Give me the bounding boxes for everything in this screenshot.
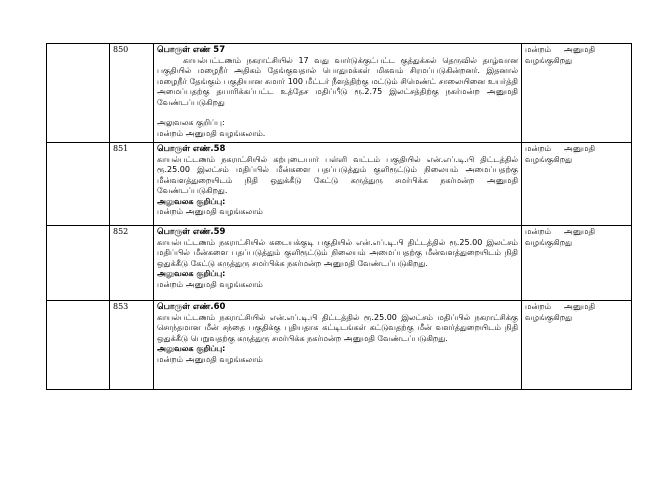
resolution-number: 853 [110, 301, 154, 390]
subject-paragraph: காயல்பட்டணம் நகராட்சியில் என்.எப்.டி.பி திட்டத்தில் ரூ.25.00 இலட்சம் மதிப்பில் நகராட்சிக்கு சொந்தமான மீன் சந்தை பகுதிக்கு புதியதாக கட்டிடங்கள் கட்டுவதற்கு மீன் வளர்த்துறையிடம் நிதி ஒதுக்கீடு பெறுவதற்கு கருத்துரு சமர்பிக்க நகர்மன்ற அனுமதி வேண்டப்படுகிறது. [157, 312, 518, 343]
office-note-text: மன்றம் அனுமதி வழங்கலாம். [157, 128, 266, 138]
blank-cell [47, 301, 110, 390]
resolution-word: வழங்குகிறது [525, 312, 573, 322]
subject-cell [154, 143, 522, 226]
blank-cell [47, 44, 110, 143]
office-note-label: அலுவலக குறிப்பு: [157, 196, 226, 206]
resolution-word: மன்றம் [525, 144, 552, 153]
office-note-text: மன்றம் அனுமதி வழங்கலாம் [157, 354, 263, 364]
resolution-word: மன்றம் [525, 45, 552, 54]
council-minutes-table [46, 43, 632, 390]
blank-cell [47, 143, 110, 226]
subject-heading: பொருள் எண்.59 [157, 227, 226, 237]
resolution-cell [522, 143, 632, 226]
table-row [47, 226, 632, 301]
subject-heading: பொருள் எண் 57 [157, 45, 226, 55]
office-note-label: அலுவலக குறிப்பு: [157, 118, 225, 127]
resolution-word: அனுமதி [563, 302, 595, 311]
resolution-word: மன்றம் [525, 227, 552, 236]
resolution-word: அனுமதி [563, 45, 595, 54]
blank-cell [47, 226, 110, 301]
resolution-word: மன்றம் [525, 302, 552, 311]
office-note-label: அலுவலக குறிப்பு: [157, 269, 226, 278]
resolution-cell [522, 44, 632, 143]
office-note-text: மன்றம் அனுமதி வழங்கலாம் [157, 207, 263, 216]
table-row [47, 44, 632, 143]
subject-paragraph: காயல்பட்டணம் நகராட்சியில் கடையக்குடி பகுதியில் என்.எப்.டி.பி திட்டத்தில் ரூ.25.00 இலட்சம் மதிப்பில் மீன்களை பதப்படுத்தும் குளிரூட்டும் நிலையம் அமைப்பதற்கு மீன்வளத்துறையிடம் நிதி ஒதுக்கீடு கேட்டு கருத்துரு சமர்பிக்க நகர்மன்ற அனுமதி வேண்டப்படுகிறது. [157, 237, 518, 268]
subject-cell [154, 301, 522, 390]
resolution-word: அனுமதி [563, 227, 595, 236]
subject-cell [154, 44, 522, 143]
office-note-text: மன்றம் அனுமதி வழங்கலாம் [157, 279, 263, 289]
resolution-word: வழங்குகிறது [525, 237, 573, 247]
table-row [47, 143, 632, 226]
subject-cell [154, 226, 522, 301]
office-note-label: அலுவலக குறிப்பு: [157, 344, 226, 353]
resolution-cell [522, 301, 632, 390]
resolution-cell [522, 226, 632, 301]
subject-heading: பொருள் எண்.60 [157, 302, 226, 312]
resolution-number: 850 [110, 44, 154, 143]
resolution-word: வழங்குகிறது [525, 55, 573, 65]
resolution-word: அனுமதி [563, 144, 595, 153]
subject-heading: பொருள் எண்.58 [157, 144, 226, 154]
table-row [47, 301, 632, 390]
resolution-number: 851 [110, 143, 154, 226]
subject-paragraph: காயல்பட்டணம் நகராட்சியில் 17 வது வார்டுக்குட்பட்ட குத்துக்கல் தெருவில் தாழ்வான பகுதியில் மழைநீர் அதிகம் தேங்குவதால் பொதுமக்கள் மிகவம் சிரமப்படுகின்றனர். இதனால் மழைநீர் தேங்கும் பகுதியான சுமார் 100 மீட்டர் நீளத்திற்கு மட்டும் சிமெண்ட் சாலையினை உயர்த்தி அமைப்பதற்கு தயாரிக்கப்பட்ட உத்தேச மதிப்பீடு ரூ.2.75 இலட்சத்திற்கு நகர்மன்ற அனுமதி வேண்டப்படுகிறது [157, 55, 518, 107]
subject-paragraph: காயல்பட்டணம் நகராட்சியில் கற்புடையார் பள்ளி வட்டம் பகுதியில் என்.எப்.டி.பி திட்டத்தில் ரூ.25.00 இலட்சம் மதிப்பில் மீன்களை பதப்படுத்தும் குளிரூட்டும் நிலையம் அமைப்பதற்கு மீன்வளத்துறையிடம் நிதி ஒதுக்கீடு கேட்டு கருத்துரு சமர்பிக்க நகர்மன்ற அனுமதி வேண்டப்படுகிறது. [157, 154, 518, 195]
resolution-number: 852 [110, 226, 154, 301]
resolution-word: வழங்குகிறது [525, 154, 573, 164]
